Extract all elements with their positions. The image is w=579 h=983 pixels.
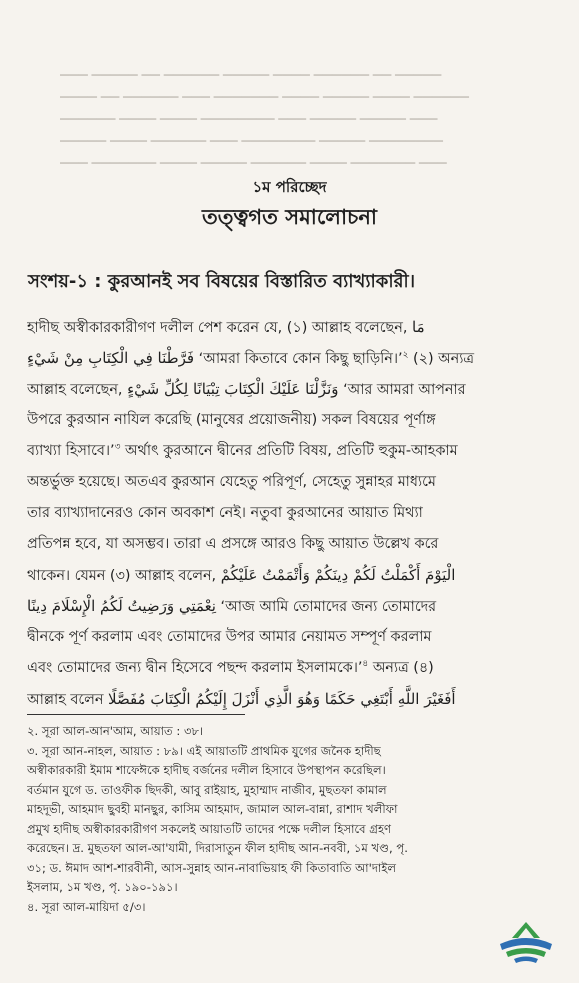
body-line [27,467,557,498]
text-run: হাদীছ অস্বীকারকারীগণ দলীল পেশ করেন যে, (১) আল্লাহ বলেছেন, [27,320,413,336]
body-line [27,312,557,343]
arabic-quote: وَنَزَّلْنَا عَلَيْكَ الْكِتَابَ تِبْيَانًا لِكُلِّ شَيْءٍ [127,380,339,398]
footnote-line: অস্বীকারকারী ইমাম শাফেঈকে হাদীছ বর্জনের দলীল হিসাবে উপস্থাপন করেছিল। [27,763,386,777]
text-run: তার ব্যাখ্যাদানেরও কোন অবকাশ নেই। নতুবা কুরআনের আয়াত মিথ্যা [27,505,423,521]
footnote-ref: ২ [402,350,409,361]
text-run: অর্থাৎ কুরআনে দ্বীনের প্রতিটি বিষয়, প্রতিটি হুকুম-আহকাম [120,443,458,459]
text-run: ‘আজ আমি তোমাদের জন্য তোমাদের [215,599,437,615]
text-run: প্রতিপন্ন হবে, যা অসম্ভব। তারা এ প্রসঙ্গে আরও কিছু আয়াত উল্লেখ করে [27,536,439,552]
body-line [27,405,557,436]
body-line [27,653,557,684]
body-line [27,374,557,405]
body-line [27,591,557,622]
body-line [27,436,557,467]
text-run: আল্লাহ বলেছেন, [27,382,128,398]
footnote-line: করেছেন। দ্র. মুছতফা আল-আ'যামী, দিরাসাতুন ফীল হাদীছ আন-নববী, ১ম খণ্ড, পৃ. [27,841,408,855]
body-line [27,560,557,591]
text-run: অন্তর্ভুক্ত হয়েছে। অতএব কুরআন যেহেতু পরিপূর্ণ, সেহেতু সুন্নাহর মাধ্যমে [27,474,436,490]
arabic-quote: الْيَوْمَ أَكْمَلْتُ لَكُمْ دِينَكُمْ وَأَتْمَمْتُ عَلَيْكُمْ [220,566,456,584]
text-run: (২) অন্যত্র [408,351,474,367]
body-line [27,498,557,529]
text-run: ‘আমরা কিতাবে কোন কিছু ছাড়িনি।’ [194,351,403,367]
chapter-title: তত্ত্বগত সমালোচনা [201,205,378,229]
footnote-line: ৪. সূরা আল-মায়িদা ৫/৩। [27,899,146,914]
bleed-through-text: ▁▁▁ ▁▁▁▁▁ ▁▁ ▁▁▁▁▁▁ ▁▁▁▁▁ ▁▁▁▁ ▁▁▁▁▁▁ ▁▁ ▁▁▁▁▁ ▁▁▁▁ ▁▁ ▁▁▁▁▁▁ ▁▁▁ ▁▁▁▁▁▁▁ ▁▁▁▁ ▁▁▁▁▁ ▁▁▁▁ ▁▁▁▁▁▁ ▁▁▁▁▁▁ ▁▁▁▁ ▁▁▁▁ ▁▁▁▁▁▁▁▁ ▁▁▁ ▁▁▁▁▁ ▁▁▁▁▁ ▁▁▁ ▁▁▁▁▁ ▁▁▁▁ ▁▁▁▁▁▁ ▁▁▁ ▁▁▁▁▁▁▁▁ ▁▁▁▁▁ ▁▁▁▁▁▁▁▁ ▁▁▁ ▁▁▁▁▁▁▁ ▁▁▁▁ ▁▁▁▁▁ ▁▁▁▁▁▁ ▁▁▁▁ ▁▁▁▁▁▁▁ ▁▁▁ [60,62,469,164]
footnote-line: মাহদূভী, আহমাদ ছুবহী মানছুর, কাসিম আহমাদ, জামাল আল-বান্না, রাশাদ খলীফা [27,802,398,816]
body-line [27,684,557,715]
arabic-quote: مَا [412,318,425,336]
footnote-line: ইসলাম, ১ম খণ্ড, পৃ. ১৯০-১৯১। [27,880,178,894]
footnote-line: ৩১; ড. ঈমাদ আশ-শারবীনী, আস-সুন্নাহ আন-নাবাভিয়াহ ফী কিতাবাতি আ'দাইল [27,860,396,875]
text-run: থাকেন। যেমন (৩) আল্লাহ বলেন, [27,568,221,584]
footnote-ref: ৩ [114,442,121,453]
text-run: অন্যত্র (৪) [368,660,434,676]
text-run: উপরে কুরআন নাযিল করেছি (মানুষের প্রয়োজনীয়) সকল বিষয়ের পূর্ণাঙ্গ [27,412,436,428]
body-line [27,343,557,374]
footnote-line: বর্তমান যুগে ড. তাওফীক ছিদকী, আবু রাইয়াহ, মুহাম্মাদ নাজীব, মুছতফা কামাল [27,782,387,797]
footnote-line: ৩. সূরা আন-নাহল, আয়াত : ৮৯। এই আয়াতটি প্রাথমিক যুগের জনৈক হাদীছ [27,743,381,758]
publisher-logo-icon [496,918,556,966]
text-run: দ্বীনকে পূর্ণ করলাম এবং তোমাদের উপর আমার নেয়ামত সম্পূর্ণ করলাম [27,629,432,645]
footnote-ref: ৪ [362,659,369,670]
arabic-quote: نِعْمَتِي وَرَضِيتُ لَكُمُ الْإِسْلَامَ دِينًا [27,597,216,615]
text-run: এবং তোমাদের জন্য দ্বীন হিসেবে পছন্দ করলাম ইসলামকে।’ [27,660,363,676]
footnote-line: প্রমুখ হাদীছ অস্বীকারকারীগণ সকলেই আয়াতটি তাদের পক্ষে দলীল হিসাবে গ্রহণ [27,821,392,836]
text-run: ‘আর আমরা আপনার [338,382,466,398]
section-heading: সংশয়-১ : কুরআনই সব বিষয়ের বিস্তারিত ব্যাখ্যাকারী। [28,271,416,292]
footnote-divider [27,714,245,715]
body-line [27,529,557,560]
text-run: আল্লাহ বলেন [27,692,109,708]
chapter-label: ১ম পরিচ্ছেদ [252,178,327,196]
arabic-quote: أَفَغَيْرَ اللَّهِ أَبْتَغِي حَكَمًا وَهُوَ الَّذِي أَنْزَلَ إِلَيْكُمُ الْكِتَابَ مُفَصَّلًا [108,690,456,708]
footnotes [27,722,551,917]
body-text [27,312,557,715]
footnote-line: ২. সূরা আল-আন'আম, আয়াত : ৩৮। [27,724,204,738]
text-run: ব্যাখ্যা হিসাবে।’ [27,443,115,459]
body-line [27,622,557,653]
arabic-quote: فَرَّطْنَا فِي الْكِتَابِ مِنْ شَيْءٍ [27,349,195,367]
